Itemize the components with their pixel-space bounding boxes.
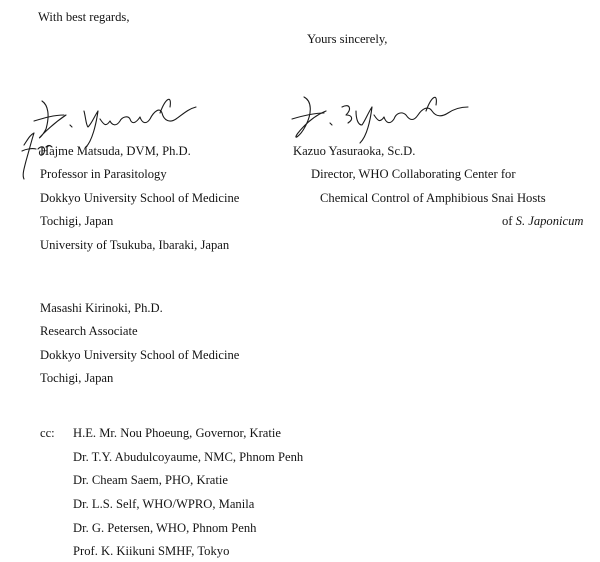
third-signatory-name: Masashi Kirinoki, Ph.D. (40, 301, 163, 315)
cc-recipient: Dr. T.Y. Abudulcoyaume, NMC, Phnom Penh (73, 450, 304, 464)
cc-recipient: Dr. Cheam Saem, PHO, Kratie (73, 473, 228, 487)
closing-right: Yours sincerely, (307, 32, 388, 46)
cc-recipient: H.E. Mr. Nou Phoeung, Governor, Kratie (73, 426, 281, 440)
right-signatory-name: Kazuo Yasuraoka, Sc.D. (293, 144, 416, 158)
left-signatory-title: Professor in Parasitology (40, 167, 167, 181)
third-signatory-org: Dokkyo University School of Medicine (40, 348, 240, 362)
left-signatory-location: Tochigi, Japan (40, 214, 114, 228)
left-signatory-affiliation2: University of Tsukuba, Ibaraki, Japan (40, 238, 230, 252)
cc-label: cc: (40, 426, 55, 440)
left-signatory-org: Dokkyo University School of Medicine (40, 191, 240, 205)
cc-recipient: Dr. L.S. Self, WHO/WPRO, Manila (73, 497, 255, 511)
species-prefix: of (502, 214, 516, 228)
cc-recipient: Dr. G. Petersen, WHO, Phnom Penh (73, 521, 257, 535)
cc-recipient: Prof. K. Kiikuni SMHF, Tokyo (73, 544, 230, 558)
closing-left: With best regards, (38, 10, 130, 24)
right-signatory-line2: Chemical Control of Amphibious Snai Hosts (320, 191, 546, 205)
species-name: S. Japonicum (515, 214, 584, 228)
right-signatory-line3 (502, 215, 584, 228)
third-signatory-title: Research Associate (40, 324, 138, 338)
third-signatory-location: Tochigi, Japan (40, 371, 114, 385)
left-signatory-name: Hajme Matsuda, DVM, Ph.D. (40, 144, 191, 158)
right-signatory-title: Director, WHO Collaborating Center for (311, 167, 516, 181)
